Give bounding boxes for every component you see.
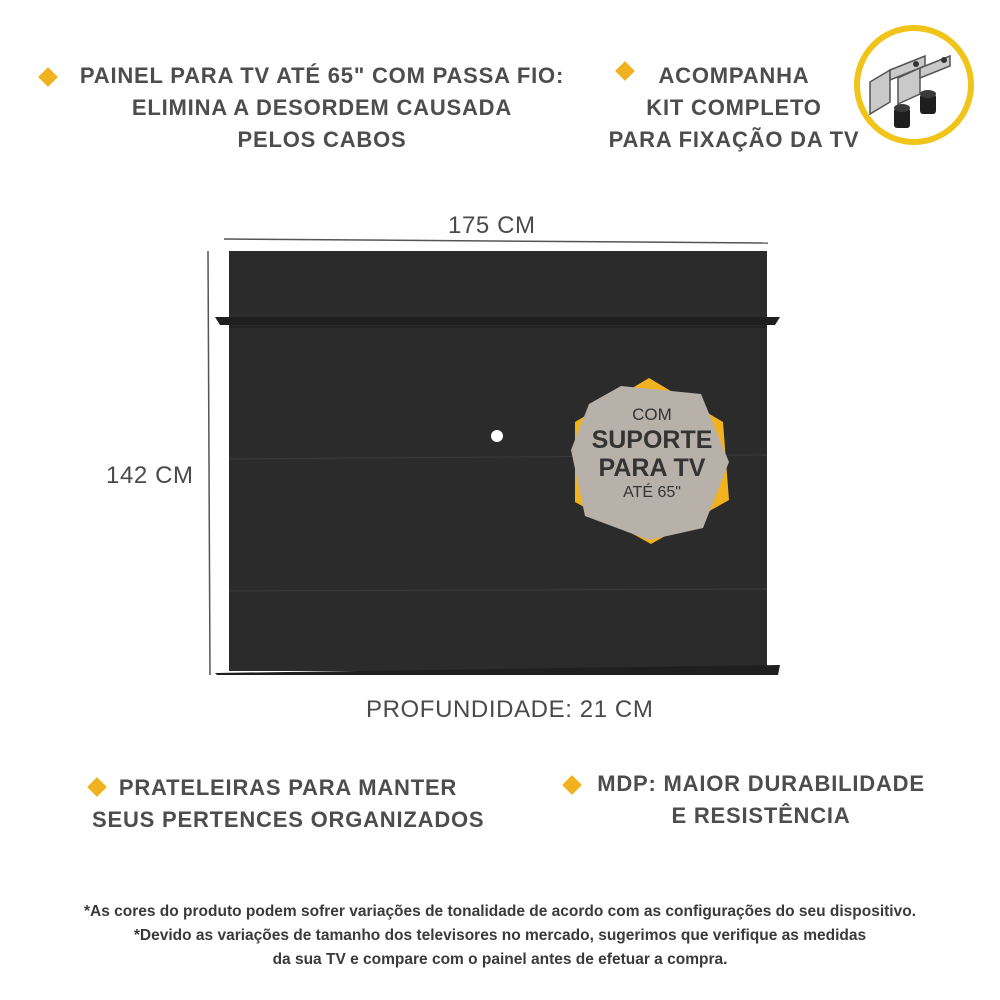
- feature-line: SEUS PERTENCES ORGANIZADOS: [92, 807, 485, 832]
- dimension-depth: PROFUNDIDADE: 21 CM: [366, 696, 654, 723]
- feature-line: MDP: MAIOR DURABILIDADE: [597, 771, 925, 796]
- dimension-width: 175 CM: [448, 212, 536, 239]
- feature-line: PRATELEIRAS PARA MANTER: [118, 775, 458, 800]
- dimension-height: 142 CM: [106, 462, 194, 489]
- badge-line-com: COM: [632, 405, 672, 424]
- tv-support-badge: [582, 404, 722, 504]
- feature-mdp: [586, 768, 936, 832]
- feature-shelves: [92, 772, 484, 836]
- feature-kit: [602, 60, 866, 156]
- badge-line-para-tv: PARA TV: [598, 454, 706, 482]
- feature-line: PARA FIXAÇÃO DA TV: [608, 127, 860, 152]
- feature-line: ACOMPANHA: [658, 63, 810, 88]
- feature-tv-panel: [72, 60, 572, 156]
- badge-line-suporte: SUPORTE: [591, 426, 713, 454]
- mounting-kit-icon: [850, 22, 980, 148]
- feature-line: PAINEL PARA TV ATÉ 65" COM PASSA FIO:: [79, 63, 565, 88]
- diamond-bullet-icon: [38, 67, 58, 87]
- disclaimer-line: *Devido as variações de tamanho dos televisores no mercado, sugerimos que verifique as medidas: [133, 927, 867, 944]
- badge-line-ate-65: ATÉ 65": [623, 484, 681, 501]
- feature-line: PELOS CABOS: [237, 127, 407, 152]
- disclaimer-line: *As cores do produto podem sofrer variações de tonalidade de acordo com as configurações do seu dispositivo.: [83, 903, 917, 920]
- feature-line: KIT COMPLETO: [646, 95, 822, 120]
- disclaimer-notes: [0, 900, 1000, 972]
- diamond-bullet-icon: [562, 775, 582, 795]
- disclaimer-line: da sua TV e compare com o painel antes de efetuar a compra.: [272, 951, 728, 968]
- feature-line: E RESISTÊNCIA: [671, 803, 851, 828]
- feature-line: ELIMINA A DESORDEM CAUSADA: [131, 95, 513, 120]
